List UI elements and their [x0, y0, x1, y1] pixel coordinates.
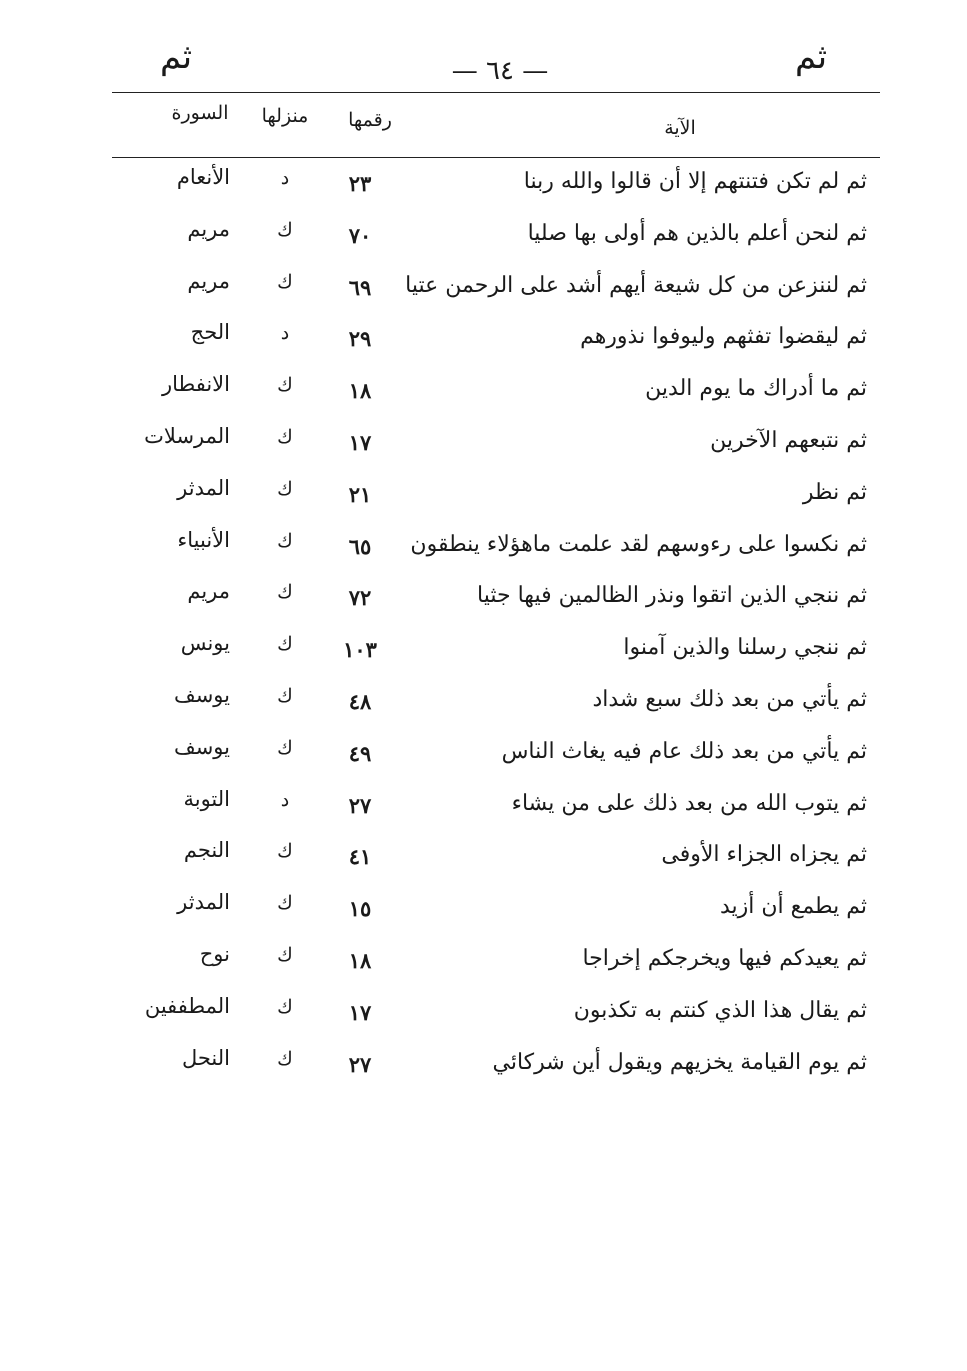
surah-name: المطففين — [144, 993, 230, 1018]
verse-text: ثم ليقضوا تفثهم وليوفوا نذورهم — [580, 324, 867, 350]
table-row — [0, 787, 967, 839]
surah-name: مريم — [187, 268, 230, 293]
table-row — [0, 683, 967, 735]
verse-number: ٦٥ — [348, 533, 372, 559]
revelation-place: ك — [277, 374, 293, 397]
table-row — [0, 476, 967, 528]
verse-number: ٢٣ — [348, 171, 372, 196]
revelation-place: ك — [277, 425, 293, 448]
verse-number: ٢٩ — [348, 326, 372, 352]
column-header-surah: السورة — [171, 102, 229, 124]
index-table — [0, 165, 967, 1097]
verse-text: ثم يتوب الله من بعد ذلك على من يشاء — [511, 790, 867, 816]
table-row — [0, 994, 967, 1046]
verse-text: ثم يعيدكم فيها ويخرجكم إخراجا — [582, 945, 867, 971]
revelation-place: د — [280, 167, 290, 189]
verse-number: ٧٢ — [348, 585, 372, 611]
surah-name: النحل — [181, 1045, 230, 1070]
verse-text: ثم يطمع أن أزيد — [719, 894, 867, 920]
verse-text: ثم ننجي الذين اتقوا ونذر الظالمين فيها جثيا — [477, 583, 867, 609]
verse-number: ٤١ — [348, 844, 372, 870]
verse-text: ثم يأتي من بعد ذلك سبع شداد — [592, 686, 867, 712]
verse-number: ٢٧ — [348, 1051, 372, 1077]
revelation-place: ك — [277, 684, 293, 707]
surah-name: المرسلات — [144, 423, 230, 448]
table-row — [0, 838, 967, 890]
verse-text: ثم ننجي رسلنا والذين آمنوا — [623, 635, 867, 661]
revelation-place: ك — [277, 995, 293, 1018]
header-bottom-rule — [112, 157, 880, 158]
verse-text: ثم يوم القيامة يخزيهم ويقول أين شركائي — [492, 1049, 867, 1075]
verse-number: ٢١ — [348, 481, 372, 507]
revelation-place: ك — [277, 736, 293, 759]
column-header-verse: الآية — [664, 117, 696, 139]
revelation-place: ك — [277, 892, 293, 915]
verse-text: ثم لننزعن من كل شيعة أيهم أشد على الرحمن عتيا — [405, 272, 867, 298]
revelation-place: ك — [277, 1047, 293, 1070]
verse-number: ١٧ — [348, 429, 372, 455]
verse-text: ثم يقال هذا الذي كنتم به تكذبون — [573, 997, 867, 1023]
revelation-place: ك — [277, 218, 293, 241]
verse-text: ثم نظر — [802, 479, 867, 505]
verse-number: ٢٧ — [348, 792, 372, 818]
column-header-number: رقمها — [348, 109, 392, 131]
verse-number: ١٨ — [348, 947, 372, 973]
surah-name: يونس — [180, 631, 230, 656]
revelation-place: ك — [277, 477, 293, 500]
table-row — [0, 424, 967, 476]
table-row — [0, 1046, 967, 1098]
table-row — [0, 528, 967, 580]
page-number: — ٦٤ — — [451, 56, 549, 86]
verse-number: ١٠٣ — [343, 637, 377, 663]
surah-name: نوح — [199, 941, 230, 966]
verse-text: ثم ما أدراك ما يوم الدين — [645, 376, 867, 402]
header-word-right: ثم — [795, 37, 828, 77]
surah-name: التوبة — [183, 786, 230, 811]
revelation-place: ك — [277, 529, 293, 552]
revelation-place: ك — [277, 270, 293, 293]
verse-text: ثم يجزاه الجزاء الأوفى — [661, 842, 867, 868]
column-header-revealed: منزلها — [261, 105, 309, 127]
verse-number: ١٥ — [348, 896, 372, 922]
verse-number: ١٨ — [348, 378, 372, 404]
surah-name: الأنعام — [176, 165, 230, 189]
verse-text: ثم لنحن أعلم بالذين هم أولى بها صليا — [527, 220, 867, 246]
surah-name: مريم — [187, 216, 230, 241]
verse-text: ثم يأتي من بعد ذلك عام فيه يغاث الناس — [501, 738, 867, 764]
surah-name: الانفطار — [161, 372, 230, 397]
verse-number: ١٧ — [348, 999, 372, 1025]
verse-number: ٤٨ — [348, 688, 372, 714]
surah-name: يوسف — [173, 734, 230, 759]
verse-number: ٤٩ — [348, 740, 372, 766]
verse-text: ثم لم تكن فتنتهم إلا أن قالوا والله ربنا — [523, 169, 867, 194]
revelation-place: ك — [277, 840, 293, 863]
surah-name: الحج — [190, 320, 230, 345]
table-row — [0, 165, 967, 217]
header-word-left: ثم — [160, 37, 193, 77]
revelation-place: د — [280, 322, 290, 345]
table-row — [0, 735, 967, 787]
surah-name: المدثر — [177, 890, 230, 915]
table-row — [0, 942, 967, 994]
surah-name: مريم — [187, 579, 230, 604]
verse-text: ثم نتبعهم الآخرين — [710, 427, 867, 453]
revelation-place: ك — [277, 633, 293, 656]
top-rule — [112, 92, 880, 93]
revelation-place: ك — [277, 581, 293, 604]
table-row — [0, 631, 967, 683]
surah-name: المدثر — [177, 475, 230, 500]
table-row — [0, 320, 967, 372]
table-row — [0, 269, 967, 321]
surah-name: النجم — [183, 838, 230, 863]
surah-name: الأنبياء — [177, 527, 230, 552]
revelation-place: د — [280, 788, 290, 811]
surah-name: يوسف — [173, 682, 230, 707]
table-row — [0, 579, 967, 631]
revelation-place: ك — [277, 943, 293, 966]
table-row — [0, 890, 967, 942]
verse-text: ثم نكسوا على رءوسهم لقد علمت ماهؤلاء ينطقون — [410, 531, 867, 557]
table-row — [0, 372, 967, 424]
verse-number: ٦٩ — [348, 274, 372, 300]
verse-number: ٧٠ — [348, 222, 372, 248]
table-row — [0, 217, 967, 269]
